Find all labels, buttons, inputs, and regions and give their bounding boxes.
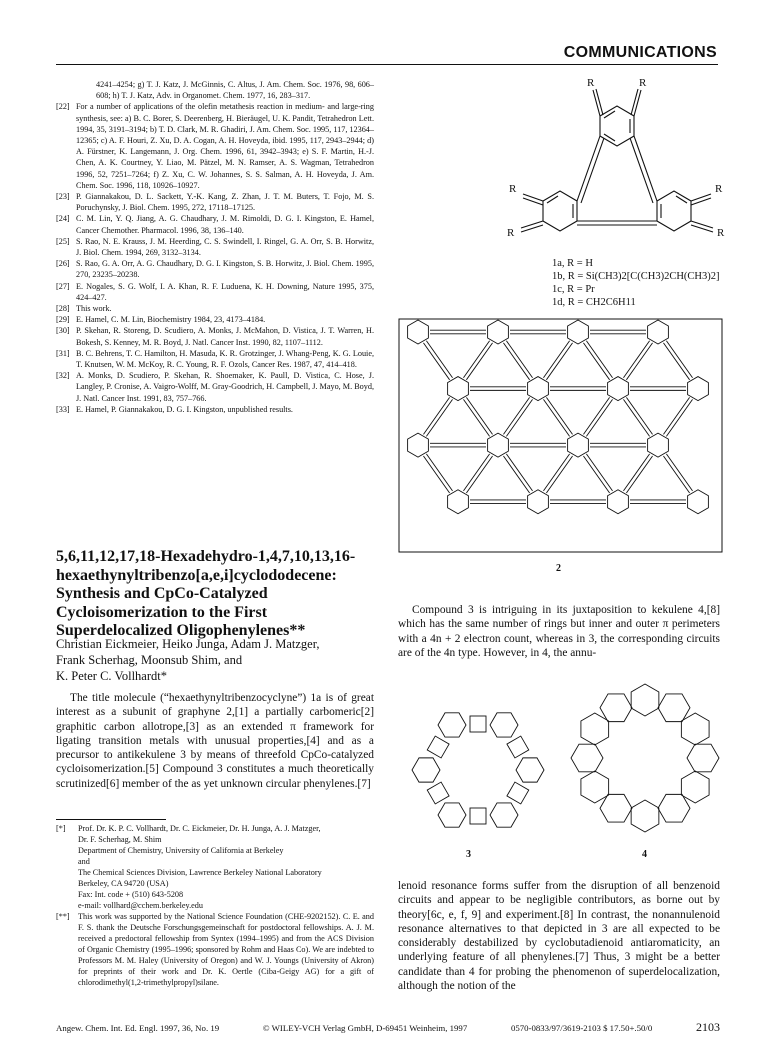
paragraph-kekulene: Compound 3 is intriguing in its juxtaposition to kekulene 4,[8] which has the same number of rings but inner and outer π perimeters with a 4n + 2 electron count, whereas in 3, the corresponding circuits are of the 4n type. However, in 4, the annu- bbox=[398, 604, 720, 659]
r-definition: 1a, R = H bbox=[552, 258, 593, 269]
reference-item: [32] A. Monks, D. Scudiero, P. Skehan, R. Shoemaker, K. Paull, D. Vistica, C. Hose, J. Langley, P. Cronise, A. Vaigro-Wolff, M. Gray-Goodrich, H. Campbell, J. Mayo, M. Boyd, J. Natl. Cancer Inst. 1991, 83, 757–766. bbox=[56, 371, 374, 403]
page-footer bbox=[56, 1020, 720, 1035]
kekulene-4-structure bbox=[570, 680, 720, 835]
section-header: COMMUNICATIONS bbox=[563, 44, 717, 61]
publisher-line: © WILEY-VCH Verlag GmbH, D-69451 Weinheim, 1997 bbox=[262, 1023, 468, 1033]
reference-item: [27] E. Nogales, S. G. Wolf, I. A. Khan, R. F. Luduena, K. H. Downing, Nature 1995, 375, 424–427. bbox=[56, 281, 374, 302]
footnote-authors: [*] Prof. Dr. K. P. C. Vollhardt, Dr. C. Eickmeier, Dr. H. Junga, A. J. Matzger, Dr. F. Scherhag, M. Shim Department of Chemistry, University of California at Berkeley and The Chemical Sciences Division, Lawrence Berkeley National Laboratory Berkeley, CA 94720 (USA) Fax: Int. code + (510) 643-5208 e-mail: vollhard@cchem.berkeley.edu bbox=[56, 824, 322, 910]
footnote-acknowledgment: [**] This work was supported by the National Science Foundation (CHE-9202152). C. E. and F. S. thank the Deutsche Forschungsgemeinschaft for postdoctoral fellowships. A. J. M. received a predoctoral fellowship from Syntex (1994–1995) and from the ACS Division of Organic Chemistry (1995–1996; sponsored by Rohm and Haas Co). We are indebted to Professors M. M. Haley (University of Oregon) and W. J. Youngs (University of Akron) for preprints of their work and Dr. K. Oertle (Ciba-Geigy AG) for a gift of chlorodimethyl(1,2-trimethylpropyl)silane. bbox=[56, 912, 374, 987]
compound-label-4: 4 bbox=[642, 849, 647, 860]
reference-item: [29] E. Hamel, C. M. Lin, Biochemistry 1984, 23, 4173–4184. bbox=[56, 315, 266, 325]
reference-item: [22] For a number of applications of the olefin metathesis reaction in medium- and large-ring synthesis, see: a) B. C. Borer, S. Deerenberg, H. Bieräugel, U. K. Pandit, Tetrahedron Lett. 1994, 35, 3191–3194; b) T. D. Clark, M. R. Ghadiri, J. Am. Chem. Soc. 1995, 117, 12364–12365; c) A. F. Houri, Z. Xu, D. A. Cogan, A. H. Hoveyda, ibid. 1995, 117, 2943–2944; d) A. Fürstner, K. Langemann, J. Org. Chem. 1996, 61, 3942–3943; e) S. F. Martin, H.-J. Chen, A. K. Courtney, Y. Liao, M. Pätzel, M. N. Ramser, A. S. Wagman, Tetrahedron 1996, 52, 7251–7264; f) Z. Xu, C. W. Johannes, S. S. Salman, A. H. Hoveyda, J. Am. Chem. Soc. 1996, 118, 10926–10927. bbox=[56, 102, 374, 190]
reference-item: [33] E. Hamel, P. Giannakakou, D. G. I. Kingston, unpublished results. bbox=[56, 404, 293, 414]
header-rule bbox=[56, 64, 718, 65]
r-definition: 1c, R = Pr bbox=[552, 284, 595, 295]
r-group-definitions bbox=[552, 257, 720, 309]
compound-label-2: 2 bbox=[556, 563, 561, 574]
compound-label-3: 3 bbox=[466, 849, 471, 860]
reference-item: [31] B. C. Behrens, T. C. Hamilton, H. Masuda, K. R. Grotzinger, J. Whang-Peng, K. G. Louie, T. Knutsen, W. M. McKoy, R. C. Young, R. F. Ozols, Cancer Res. 1987, 47, 414–418. bbox=[56, 348, 374, 370]
r-definition: 1d, R = CH2C6H11 bbox=[552, 297, 636, 308]
page-number: 2103 bbox=[695, 1020, 720, 1034]
graphyne-2-structure bbox=[398, 318, 723, 553]
reference-item: [24] C. M. Lin, Y. Q. Jiang, A. G. Chaudhary, J. M. Rimoldi, D. G. I. Kingston, E. Hamel, Cancer Chemother. Pharmacol. 1996, 38, 136–140. bbox=[56, 214, 374, 235]
r-definition: 1b, R = Si(CH3)2[C(CH3)2CH(CH3)2] bbox=[552, 271, 720, 282]
author-list: Christian Eickmeier, Heiko Junga, Adam J. Matzger, Frank Scherhag, Moonsub Shim, and K. Peter C. Vollhardt* bbox=[56, 637, 320, 683]
substituent-label: R bbox=[507, 227, 515, 239]
substituent-label: R bbox=[639, 77, 647, 89]
substituent-label: R bbox=[587, 77, 595, 89]
reference-item: [25] S. Rao, N. E. Krauss, J. M. Heerding, C. S. Swindell, I. Ringel, G. A. Orr, S. B. Horwitz, J. Biol. Chem. 1994, 269, 3132–3134. bbox=[56, 236, 374, 258]
antikekulene-3-structure bbox=[403, 700, 553, 840]
compound-1-structure bbox=[505, 76, 730, 246]
reference-list bbox=[56, 79, 374, 415]
journal-citation: Angew. Chem. Int. Ed. Engl. 1997, 36, No. 19 bbox=[56, 1023, 220, 1033]
substituent-label: R bbox=[717, 227, 725, 239]
article-title: 5,6,11,12,17,18-Hexadehydro-1,4,7,10,13,16- hexaethynyltribenzo[a,e,i]cyclododecene: Synthesis and CpCo-Catalyzed Cycloisomerization to the First Superdelocalized Oligophenylenes** bbox=[56, 548, 356, 639]
reference-item: [28] This work. bbox=[56, 304, 112, 314]
reference-item: [30] P. Skehan, R. Storeng, D. Scudiero, A. Monks, J. McMahon, D. Vistica, J. T. Warren, H. Bokesh, S. Kenney, M. R. Boyd, J. Natl. Cancer Inst. 1990, 82, 1107–1112. bbox=[56, 326, 374, 347]
reference-item: 4241–4254; g) T. J. Katz, J. McGinnis, C. Altus, J. Am. Chem. Soc. 1976, 98, 606–608; h) T. J. Katz, Adv. in Organomet. Chem. 1977, 16, 283–317. bbox=[96, 80, 374, 101]
reference-item: [23] P. Giannakakou, D. L. Sackett, Y.-K. Kang, Z. Zhan, J. T. M. Buters, T. Fojo, M. S. Poruchynsky, J. Biol. Chem. 1995, 272, 17118–17125. bbox=[56, 192, 374, 213]
article-code: 0570-0833/97/3619-2103 $ 17.50+.50/0 bbox=[510, 1023, 653, 1033]
footnotes bbox=[56, 823, 374, 988]
intro-paragraph: The title molecule (“hexaethynyltribenzocyclyne”) 1a is of great interest as a subunit of graphyne 2,[1] a partially carbomeric[2] graphitic carbon allotrope,[3] as an extended π framework for ligating transition metals with unusual properties,[4] and as a precursor to antikekulene 3 by means of threefold CpCo-catalyzed cycloisomerization.[5] Compound 3 constitutes a much theoretically scrutinized[6] member of the as yet unknown circular phenylenes.[7] bbox=[56, 692, 374, 790]
substituent-label: R bbox=[715, 183, 723, 195]
footnote-rule bbox=[56, 819, 166, 820]
paragraph-superdelocalization: lenoid resonance forms suffer from the disruption of all benzenoid circuits and appear to be negligible contributors, as borne out by theory[6c, e, f, 9] and experiment.[8] In contrast, the nonannulenoid resonance alternatives to that depicted in 3 are all expected to be considerably destabilized by cyclobutadienoid antiaromaticity, an underlying feature of all phenylenes.[7] Thus, 3 might be a better candidate than 4 for probing the phenomenon of superdelocalization, although the notion of the bbox=[398, 880, 720, 993]
substituent-label: R bbox=[509, 183, 517, 195]
reference-item: [26] S. Rao, G. A. Orr, A. G. Chaudhary, D. G. I. Kingston, S. B. Horwitz, J. Biol. Chem. 1995, 270, 23235–20238. bbox=[56, 259, 374, 280]
